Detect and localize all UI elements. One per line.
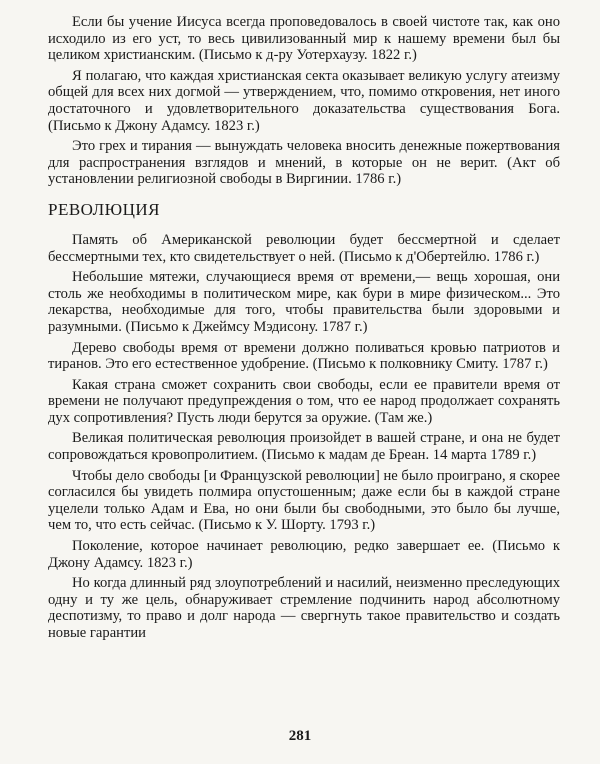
- paragraph: Поколение, которое начинает революцию, редко завершает ее. (Письмо к Джону Адамсу. 1823 г.): [48, 538, 560, 571]
- paragraph: Великая политическая революция произойдет в вашей стране, и она не будет сопровождаться кровопролитием. (Письмо к мадам де Бреан. 14 марта 1789 г.): [48, 430, 560, 464]
- paragraph: Это грех и тирания — вынуждать человека вносить денежные пожертвования для распространения взглядов и мнений, в которые он не верит. (Акт об установлении религиозной свободы в Виргинии. 1786 г.): [48, 138, 560, 188]
- section-heading: РЕВОЛЮЦИЯ: [48, 199, 161, 219]
- section-religion: [48, 14, 560, 188]
- paragraph: Если бы учение Иисуса всегда проповедовалось в своей чистоте так, как оно исходило из его уст, то весь цивилизованный мир к нашему времени был бы целиком христианским. (Письмо к д-ру Уотерхаузу. 1822 г.): [48, 14, 560, 64]
- paragraph: Небольшие мятежи, случающиеся время от времени,— вещь хорошая, они столь же необходимы в политическом мире, как бури в мире физическом... Это лекарства, необходимые для того, чтобы правительства были здоровыми и разумными. (Письмо к Джеймсу Мэдисону. 1787 г.): [48, 269, 560, 335]
- section-revolution: [48, 200, 560, 642]
- paragraph: Память об Американской революции будет бессмертной и сделает бессмертными тех, кто свидетельствует о ней. (Письмо к д'Обертейлю. 1786 г.): [48, 231, 560, 265]
- paragraph: Но когда длинный ряд злоупотреблений и насилий, неизменно преследующих одну и ту же цель, обнаруживает стремление подчинить народ абсолютному деспотизму, то право и долг народа — свергнуть такое правительство и создать новые гарантии: [48, 575, 560, 641]
- paragraph: Я полагаю, что каждая христианская секта оказывает великую услугу атеизму общей для всех них догмой — утверждением, что, помимо откровения, нет иного достаточного и удовлетворительного доказательства существования Бога. (Письмо к Джону Адамсу. 1823 г.): [48, 67, 560, 134]
- paragraph: Какая страна сможет сохранить свои свободы, если ее правители время от времени не получают предупреждения о том, что ее народ продолжает сохранять дух сопротивления? Пусть люди берутся за оружие. (Там же.): [48, 376, 560, 426]
- paragraph: Дерево свободы время от времени должно поливаться кровью патриотов и тиранов. Это его естественное удобрение. (Письмо к полковнику Смиту. 1787 г.): [48, 339, 560, 373]
- paragraph: Чтобы дело свободы [и Французской революции] не было проиграно, я скорее согласился бы увидеть полмира опустошенным; даже если бы в каждой стране уцелели только Адам и Ева, но они были бы свободными, это было бы лучше, чем то, что есть сейчас. (Письмо к У. Шорту. 1793 г.): [48, 467, 560, 534]
- page-number: 281: [288, 728, 312, 744]
